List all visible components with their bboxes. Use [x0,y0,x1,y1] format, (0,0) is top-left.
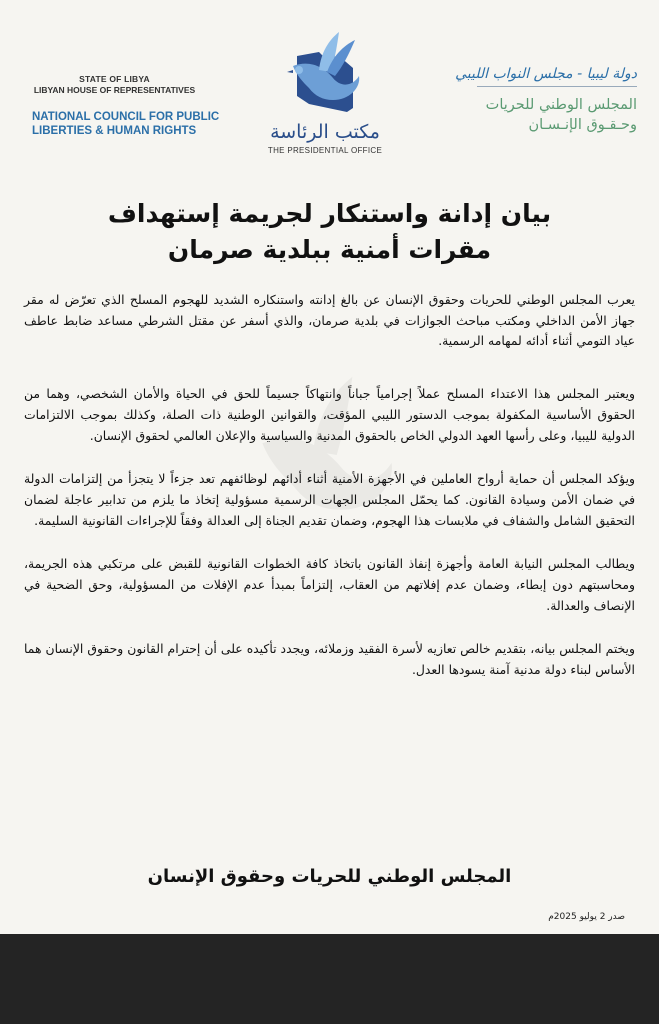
statement-title-line1: بيان إدانة واستنكار لجريمة إستهداف [107,199,552,228]
council-name-en [32,110,222,138]
header-left-english [32,74,222,138]
human-rights-ar: وحـقـوق الإنـسـان [528,117,637,133]
paragraph-3: ويؤكد المجلس أن حماية أرواح العاملين في الأجهزة الأمنية أثناء أدائهم لوظائفهم تعد جزءاً لا يتجزأ من إلتزامات الدولة في ضمان الأمن وسيادة القانون. كما يحمّل المجلس الجهات الرسمية مسؤولية إتخاذ ما يلزم من تدابير عاجلة لضمان التحقيق الشامل والشفاف في ملابسات هذا الهجوم، وضمان تقديم الجناة إلى العدالة وفقاً للإجراءات القانونية السليمة. [24,471,635,528]
statement-body [24,290,635,704]
statement-title [0,196,659,268]
council-name-ar: المجلس الوطني للحريات [485,97,637,113]
screen-bottom-bar [0,934,659,1024]
presidential-office-logo [255,26,395,176]
paragraph-5: ويختم المجلس بيانه، بتقديم خالص تعازيه لأسرة الفقيد وزملائه، ويجدد تأكيده على أن إحترام القانون وحقوق الإنسان هما الأساس لبناء دولة مدنية آمنة يسودها العدل. [24,641,635,678]
state-name-ar: دولة ليبيا - مجلس النواب الليبي [477,64,637,87]
dove-map-logo-icon [279,26,371,118]
office-name-ar: مكتب الرئاسة [270,121,380,143]
paragraph-4: ويطالب المجلس النيابة العامة وأجهزة إنفاذ القانون باتخاذ كافة الخطوات القانونية للقبض على مرتكبي هذه الجريمة، ومحاسبتهم دون إبطاء، وضمان عدم إفلاتهم من العقاب، إلتزاماً بمبدأ عدم الإفلات من المسؤولية، وحق الضحية في الإنصاف والعدالة. [24,556,635,613]
paragraph-1: يعرب المجلس الوطني للحريات وحقوق الإنسان عن بالغ إدانته واستنكاره الشديد للهجوم المسلح الذي تعرّض له مقر جهاز الأمن الداخلي ومكتب مباحث الجوازات في بلدية صرمان، والذي أسفر عن مقتل الشرطي مساعد ضابط عاطف عياد التومي أثناء أدائه لمهامه الرسمية. [24,292,635,349]
state-name-en: STATE OF LIBYA [79,74,150,84]
house-name-en: LIBYAN HOUSE OF REPRESENTATIVES [33,85,196,95]
statement-title-line2: مقرات أمنية ببلدية صرمان [167,235,492,264]
signature: المجلس الوطني للحريات وحقوق الإنسان [147,866,512,887]
council-name-en-line1: NATIONAL COUNCIL FOR PUBLIC [32,111,220,123]
paragraph-2: ويعتبر المجلس هذا الاعتداء المسلح عملاً إجرامياً جباناً وانتهاكاً جسيماً للحق في الحياة والأمان الشخصي، وهما من الحقوق الأساسية المكفولة بموجب الدستور الليبي المؤقت، والقوانين الوطنية ذات الصلة، وكذلك بموجب الالتزامات الدولية لليبيا، وعلى رأسها العهد الدولي الخاص بالحقوق المدنية والسياسية والإعلان العالمي لحقوق الإنسان. [24,386,635,443]
issue-date: صدر 2 يوليو 2025م [548,912,625,922]
header-right-arabic [437,64,637,135]
office-name-en: THE PRESIDENTIAL OFFICE [267,146,383,155]
council-name-en-line2: LIBERTIES & HUMAN RIGHTS [32,125,197,137]
